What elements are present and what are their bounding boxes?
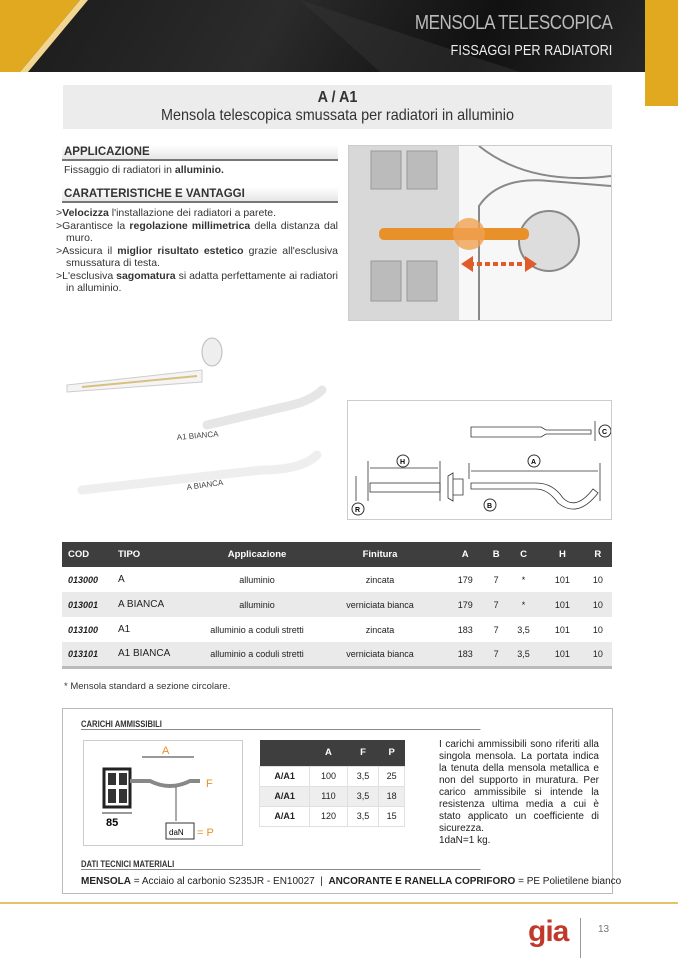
table-row <box>62 642 612 667</box>
product-code: A / A1 <box>317 89 358 106</box>
table-cell-b: 7 <box>486 642 505 667</box>
applicazione-text-plain: Fissaggio di radiatori in <box>64 164 175 176</box>
mat-mensola-value: = Acciaio al carbonio S235JR - EN10027 | <box>131 876 329 887</box>
load-cell: 3,5 <box>347 806 379 826</box>
fig-label-85: 85 <box>106 817 119 829</box>
table-cell-r: 10 <box>592 574 603 585</box>
fig-label-f: F <box>206 778 213 790</box>
col-a: A <box>444 542 486 567</box>
header-title: MENSOLA TELESCOPICA <box>414 12 612 34</box>
feature-item: >Velocizza l'installazione dei radiatori a parete. <box>56 207 277 219</box>
table-cell-c: * <box>506 592 541 617</box>
table-cell-b: 7 <box>486 592 505 617</box>
table-cell-finitura: zincata <box>365 574 395 585</box>
table-cell-c: 3,5 <box>506 642 541 667</box>
table-cell-finitura: zincata <box>365 624 395 635</box>
carichi-heading: CARICHI AMMISSIBILI <box>81 719 481 730</box>
fig-label-dan: daN <box>169 828 184 837</box>
product-photo <box>62 330 332 505</box>
feature-item: >Assicura il miglior risultato estetico grazie all'esclusiva smussatura di testa. <box>56 244 338 269</box>
table-cell-applicazione: alluminio a coduli stretti <box>210 624 304 635</box>
radiator-installation-photo <box>348 145 612 321</box>
load-cell: A/A1 <box>260 806 310 826</box>
applicazione-text <box>64 164 224 177</box>
table-cell-tipo: A1 BIANCA <box>118 642 198 667</box>
applicazione-text-bold: alluminio. <box>174 164 224 176</box>
dim-label-r: R <box>355 507 361 514</box>
table-row <box>62 592 612 617</box>
load-cell: 110 <box>310 786 347 806</box>
load-col-blank <box>260 740 310 766</box>
load-figure <box>83 740 243 846</box>
radiator-illustration <box>349 146 611 320</box>
feature-list <box>56 207 338 295</box>
materiali-heading: DATI TECNICI MATERIALI <box>81 859 481 870</box>
load-col-p: P <box>379 740 405 766</box>
mat-ancorante-label: ANCORANTE E RANELLA COPRIFORO <box>328 876 516 887</box>
table-cell-h: 101 <box>541 592 583 617</box>
page-number: 13 <box>598 924 610 935</box>
dim-label-h: H <box>400 459 406 466</box>
col-h: H <box>541 542 583 567</box>
table-cell-a: 179 <box>444 592 486 617</box>
table-cell-finitura: verniciata bianca <box>316 642 444 667</box>
load-col-a: A <box>310 740 347 766</box>
table-cell-a: 183 <box>457 624 473 635</box>
load-col-f: F <box>347 740 379 766</box>
table-cell-cod: 013001 <box>62 592 118 617</box>
unit-note: 1daN=1 kg. <box>439 835 491 846</box>
table-cell-r: 10 <box>584 592 612 617</box>
table-cell-applicazione: alluminio a coduli stretti <box>198 642 316 667</box>
load-cell: A/A1 <box>260 766 310 786</box>
table-cell-applicazione: alluminio <box>198 592 316 617</box>
col-finitura: Finitura <box>316 542 444 567</box>
load-cell: 3,5 <box>347 786 379 806</box>
load-text: I carichi ammissibili sono riferiti alla singola mensola. La portata indica la tenuta della mensola metallica e non del supporto in muratura. Per carico ammissibile si intende la resistenza ultima media a cui è stato applicato un coefficiente di sicurezza. <box>439 739 599 834</box>
table-cell-r: 10 <box>584 642 612 667</box>
col-r: R <box>584 542 612 567</box>
table-cell-b: 7 <box>493 574 499 585</box>
feature-item: >Garantisce la regolazione millimetrica della distanza dal muro. <box>56 219 339 244</box>
caratteristiche-heading: CARATTERISTICHE E VANTAGGI <box>62 187 338 203</box>
mat-mensola-label: MENSOLA <box>81 876 131 887</box>
table-header-row <box>62 542 612 567</box>
table-cell-h: 101 <box>541 642 583 667</box>
table-row <box>62 617 612 642</box>
technical-drawing <box>348 401 611 519</box>
table-cell-h: 101 <box>554 624 570 635</box>
dim-label-b: B <box>487 503 493 510</box>
col-c: C <box>506 542 541 567</box>
table-cell-finitura: verniciata bianca <box>316 592 444 617</box>
col-b: B <box>486 542 505 567</box>
table-cell-r: 10 <box>592 624 603 635</box>
load-cell: A/A1 <box>260 786 310 806</box>
col-tipo: TIPO <box>118 542 198 567</box>
carichi-box <box>62 708 622 894</box>
load-cell: 15 <box>379 806 405 826</box>
col-cod: COD <box>62 542 118 567</box>
header-banner <box>0 0 678 72</box>
table-cell-tipo: A1 <box>118 624 131 635</box>
load-header-row <box>260 740 405 766</box>
dim-label-a: A <box>531 459 537 466</box>
footer-divider <box>0 902 678 904</box>
load-diagram <box>84 741 242 845</box>
load-cell: 120 <box>310 806 347 826</box>
product-description: Mensola telescopica smussata per radiatori in alluminio <box>161 107 514 124</box>
dim-label-c: C <box>602 429 608 436</box>
load-cell: 18 <box>379 786 405 806</box>
table-row <box>62 567 612 592</box>
bracket-photo-illustration <box>62 330 332 505</box>
table-cell-cod: 013101 <box>62 642 118 667</box>
table-cell-tipo: A <box>118 574 125 585</box>
product-title-box <box>63 85 612 129</box>
load-cell: 25 <box>379 766 405 786</box>
gia-logo: gia <box>528 915 569 948</box>
table-cell-cod: 013100 <box>68 624 99 635</box>
table-cell-tipo: A BIANCA <box>118 592 198 617</box>
label-a-bianca: A BIANCA <box>186 477 224 492</box>
table-cell-c: * <box>521 574 526 585</box>
table-cell-c: 3,5 <box>517 624 530 635</box>
load-row <box>260 766 405 786</box>
product-table <box>62 542 612 669</box>
load-cell: 100 <box>310 766 347 786</box>
table-cell-a: 179 <box>457 574 473 585</box>
gold-accent-bar <box>645 0 678 106</box>
load-description <box>439 739 599 847</box>
col-applicazione: Applicazione <box>198 542 316 567</box>
load-row <box>260 806 405 826</box>
footnote: * Mensola standard a sezione circolare. <box>64 681 231 692</box>
label-a1-bianca: A1 BIANCA <box>176 429 219 442</box>
fig-label-p: = P <box>197 827 214 839</box>
table-cell-b: 7 <box>493 624 499 635</box>
materials-line <box>81 876 621 887</box>
footer-separator <box>580 918 581 958</box>
table-cell-a: 183 <box>444 642 486 667</box>
load-cell: 3,5 <box>347 766 379 786</box>
header-subtitle: FISSAGGI PER RADIATORI <box>450 42 612 59</box>
applicazione-heading: APPLICAZIONE <box>62 145 338 161</box>
fig-label-a: A <box>162 745 170 757</box>
mat-ancorante-value: = PE Polietilene bianco <box>515 876 622 887</box>
table-cell-cod: 013000 <box>68 574 99 585</box>
load-row <box>260 786 405 806</box>
table-cell-applicazione: alluminio <box>239 574 275 585</box>
header-decoration <box>0 0 678 72</box>
load-table <box>259 740 405 827</box>
dimension-diagram <box>347 400 612 520</box>
table-cell-h: 101 <box>554 574 570 585</box>
feature-item: >L'esclusiva sagomatura si adatta perfettamente ai radiatori in alluminio. <box>56 269 338 294</box>
